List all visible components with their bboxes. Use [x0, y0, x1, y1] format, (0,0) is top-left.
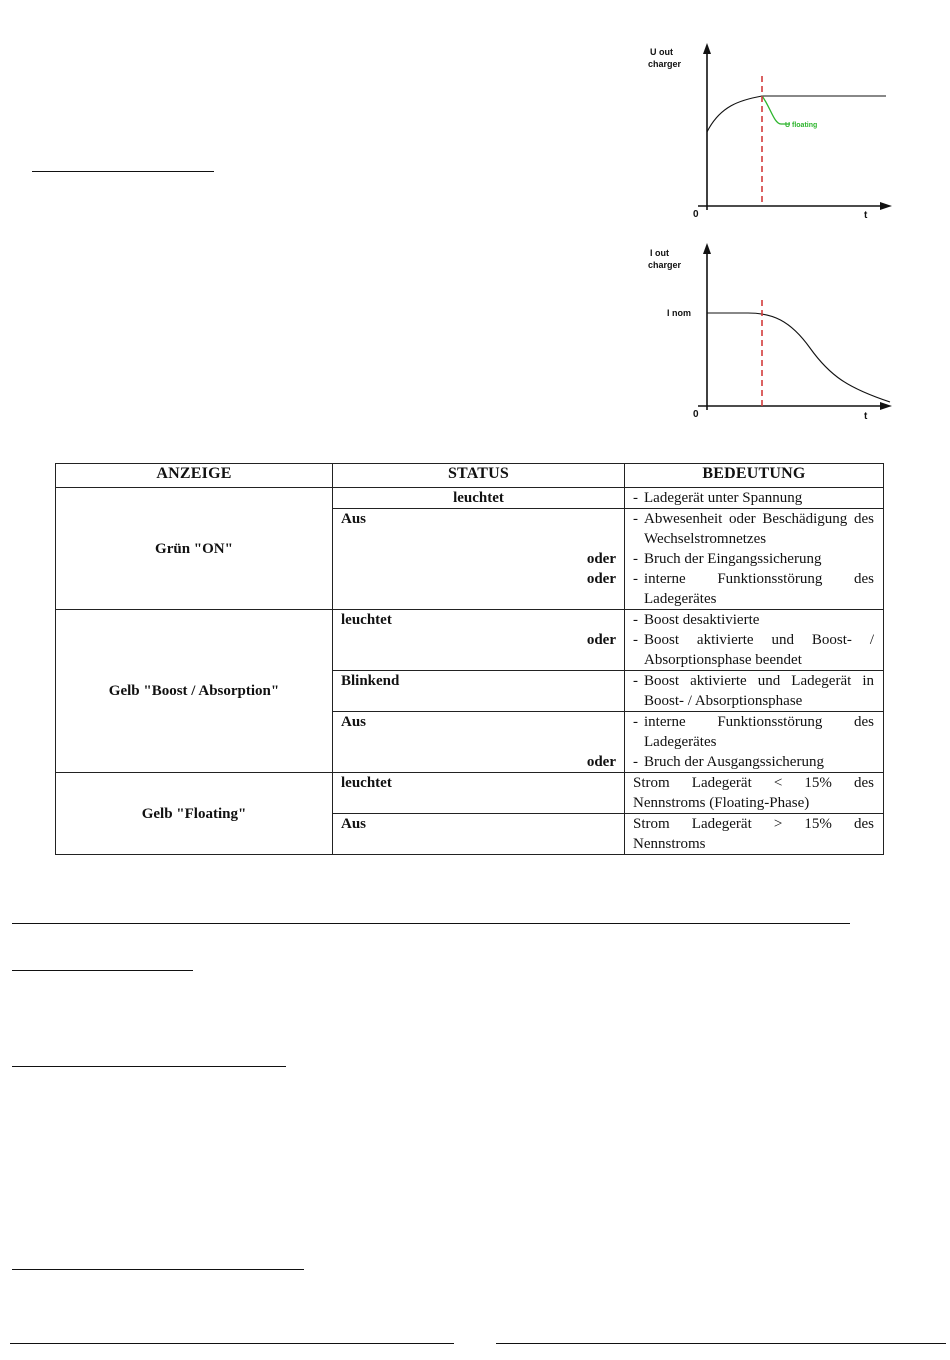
- status-text: leuchtet: [341, 612, 392, 628]
- current-origin-label: 0: [693, 409, 699, 420]
- bedeutung-item: - Boost desaktivierte: [633, 612, 760, 628]
- bedeutung-item: - Ladegerät unter Spannung: [633, 490, 803, 506]
- table-header-row: [56, 464, 884, 488]
- status-cell: [333, 488, 625, 509]
- bedeutung-item: - interne Funktionsstörung des Ladegerätes: [633, 714, 874, 750]
- current-curve: [707, 313, 890, 402]
- anzeige-gelb-boost: Gelb "Boost / Absorption": [56, 610, 333, 773]
- voltage-origin-label: 0: [693, 209, 699, 220]
- bedeutung-item: - Abwesenheit oder Beschädigung des Wechselstromnetzes: [633, 511, 874, 547]
- bedeutung-item: - Bruch der Eingangssicherung: [633, 551, 822, 567]
- bedeutung-cell: [625, 814, 884, 855]
- header-anzeige: ANZEIGE: [56, 464, 333, 488]
- status-text: Aus: [341, 511, 367, 527]
- voltage-y-arrow: [703, 43, 711, 54]
- status-text: leuchtet: [341, 775, 392, 791]
- blank-line-2: [12, 923, 850, 924]
- bedeutung-item: - Boost aktivierte und Ladegerät in Boost- / Absorptionsphase: [633, 673, 874, 709]
- table-row: [56, 773, 884, 814]
- status-text: Aus: [341, 816, 367, 832]
- table-row: [56, 488, 884, 509]
- voltage-chart: [640, 40, 900, 225]
- led-status-table: [55, 463, 884, 855]
- anzeige-gelb-floating: Gelb "Floating": [56, 773, 333, 855]
- voltage-floating-curve: [762, 96, 790, 124]
- current-x-label: t: [864, 411, 868, 422]
- bedeutung-cell: [625, 509, 884, 610]
- status-cell: [333, 773, 625, 814]
- current-x-arrow: [880, 402, 892, 410]
- blank-line-1: [32, 171, 214, 172]
- status-text: Blinkend: [341, 673, 400, 689]
- status-cell: [333, 610, 625, 671]
- bedeutung-cell: [625, 712, 884, 773]
- anzeige-gruen-on: Grün "ON": [56, 488, 333, 610]
- current-chart: [640, 240, 900, 425]
- current-y-label-1: I out: [650, 248, 669, 258]
- status-cell: [333, 712, 625, 773]
- status-cell: [333, 814, 625, 855]
- bedeutung-cell: [625, 488, 884, 509]
- bedeutung-item: - Bruch der Ausgangssicherung: [633, 754, 824, 770]
- blank-line-7: [496, 1343, 946, 1344]
- voltage-x-label: t: [864, 210, 868, 221]
- status-text: Aus: [341, 714, 367, 730]
- current-y-arrow: [703, 243, 711, 254]
- status-oder: oder: [586, 632, 616, 648]
- bedeutung-cell: [625, 610, 884, 671]
- status-spacer: [341, 732, 616, 752]
- blank-line-4: [12, 1066, 286, 1067]
- table-row: [56, 610, 884, 671]
- blank-line-5: [12, 1269, 304, 1270]
- status-spacer: [341, 529, 616, 549]
- voltage-x-arrow: [880, 202, 892, 210]
- header-status: STATUS: [333, 464, 625, 488]
- voltage-y-label-1: U out: [650, 47, 673, 57]
- voltage-y-label-2: charger: [648, 59, 682, 69]
- blank-line-6: [10, 1343, 454, 1344]
- voltage-chart-svg: [640, 40, 900, 225]
- status-oder: oder: [586, 571, 616, 587]
- status-oder: oder: [586, 754, 616, 770]
- status-oder: oder: [586, 551, 616, 567]
- bedeutung-cell: [625, 671, 884, 712]
- blank-line-3: [12, 970, 193, 971]
- header-bedeutung: BEDEUTUNG: [625, 464, 884, 488]
- status-cell: [333, 671, 625, 712]
- bedeutung-cell: [625, 773, 884, 814]
- status-cell: [333, 509, 625, 610]
- voltage-floating-label: U floating: [785, 122, 818, 129]
- current-level-label: I nom: [667, 308, 691, 318]
- current-chart-svg: [640, 240, 900, 425]
- bedeutung-item: - Boost aktivierte und Boost- / Absorptionsphase beendet: [633, 632, 874, 668]
- status-text: leuchtet: [453, 490, 504, 506]
- bedeutung-item: Strom Ladegerät > 15% des Nennstroms: [633, 816, 874, 852]
- status-spacer: [341, 589, 616, 609]
- bedeutung-item: Strom Ladegerät < 15% des Nennstroms (Floating-Phase): [633, 775, 874, 811]
- current-y-label-2: charger: [648, 260, 682, 270]
- bedeutung-item: - interne Funktionsstörung des Ladegerätes: [633, 571, 874, 607]
